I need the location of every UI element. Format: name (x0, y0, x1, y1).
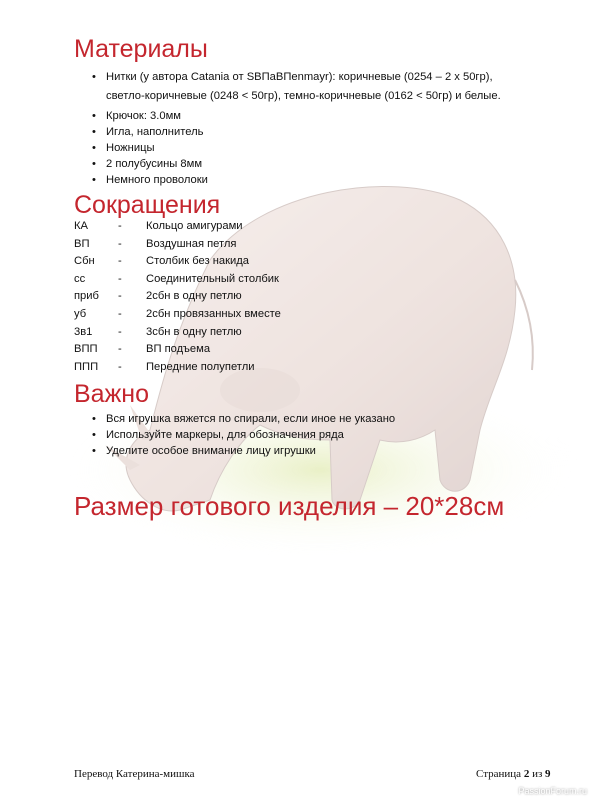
site-watermark: PassionForum.ru (518, 786, 587, 796)
abbreviation-description: Воздушная петля (146, 237, 237, 250)
abbreviation-description: 2сбн в одну петлю (146, 290, 242, 303)
abbreviation-dash: - (118, 220, 122, 232)
abbreviations-heading: Сокращения (74, 191, 221, 219)
list-item: • Используйте маркеры, для обозначения ряда (92, 427, 532, 443)
abbreviation-code: ВПП (74, 343, 98, 356)
abbreviation-description: 2сбн провязанных вместе (146, 307, 281, 320)
abbreviation-dash: - (118, 237, 122, 250)
list-item: • Ножницы (92, 140, 532, 156)
abbreviation-code: уб (74, 307, 87, 320)
abbreviation-dash: - (118, 272, 122, 285)
abbreviation-description: Соединительный столбик (146, 272, 279, 285)
abbreviation-description: Передние полупетли (146, 360, 255, 373)
abbreviation-code: 3в1 (74, 325, 93, 338)
list-item: • Вся игрушка вяжется по спирали, если иное не указано (92, 411, 532, 427)
page-prefix: Страница (476, 768, 524, 780)
list-item: • Нитки (у автора Catania от SBПаВПеnmayr): коричневые (0254 – 2 х 50гр), светло-коричневые (0248 < 50гр), темно-коричневые (0162 < 50гр) и белые. (92, 68, 532, 106)
abbreviation-code: сс (74, 272, 86, 285)
materials-list (92, 68, 532, 188)
size-heading: Размер готового изделия – 20*28см (74, 491, 505, 521)
list-item: • Немного проволоки (92, 172, 532, 188)
footer-translator: Перевод Катерина-мишка (74, 768, 195, 780)
abbreviation-code: КА (74, 220, 88, 232)
abbreviation-code: ППП (74, 360, 99, 373)
list-item: • Уделите особое внимание лицу игрушки (92, 443, 532, 459)
materials-heading: Материалы (74, 35, 208, 63)
abbreviation-dash: - (118, 255, 122, 268)
abbreviation-dash: - (118, 290, 122, 303)
abbreviation-description: Столбик без накида (146, 255, 250, 268)
abbreviation-description: ВП подъема (146, 343, 211, 356)
list-item: • Игла, наполнитель (92, 124, 532, 140)
list-item: • Крючок: 3.0мм (92, 108, 532, 124)
abbreviation-code: Сбн (74, 255, 95, 268)
abbreviation-code: приб (74, 290, 99, 303)
abbreviation-dash: - (118, 343, 122, 356)
important-heading: Важно (74, 380, 150, 408)
footer-page-number (476, 768, 551, 780)
abbreviation-dash: - (118, 325, 122, 338)
abbreviation-dash: - (118, 307, 122, 320)
abbreviation-dash: - (118, 360, 122, 373)
list-item: • 2 полубусины 8мм (92, 156, 532, 172)
abbreviation-description: 3сбн в одну петлю (146, 325, 242, 338)
page-current: 2 (523, 768, 530, 780)
abbreviation-code: ВП (74, 237, 90, 250)
important-list (92, 411, 532, 459)
abbreviation-description: Кольцо амигурами (146, 220, 243, 232)
page-separator: из (529, 768, 546, 780)
page-total: 9 (545, 768, 551, 780)
